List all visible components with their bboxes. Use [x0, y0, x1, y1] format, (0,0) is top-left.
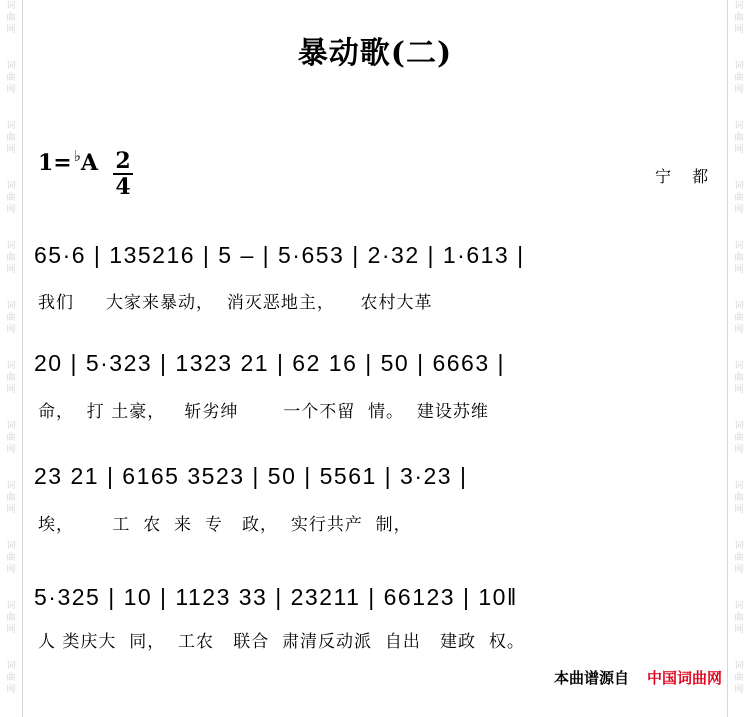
watermark-text: 词 曲 网: [6, 361, 16, 395]
watermark-text: 词 曲 网: [6, 481, 16, 515]
watermark-text: 词 曲 网: [6, 301, 16, 335]
source-credit: [554, 667, 722, 688]
watermark-text: 词 曲 网: [6, 1, 16, 35]
watermark-text: 词 曲 网: [734, 661, 744, 695]
watermark-text: 词 曲 网: [734, 1, 744, 35]
watermark-text: 词 曲 网: [734, 181, 744, 215]
watermark-text: 词 曲 网: [6, 181, 16, 215]
watermark-text: 词 曲 网: [734, 301, 744, 335]
watermark-text: 词 曲 网: [734, 601, 744, 635]
lyrics-line-2: 命， 打 土豪， 斩劣绅 一个不留 情。 建设苏维: [38, 402, 489, 422]
time-signature-bottom: 4: [115, 174, 131, 200]
left-margin-strip: [0, 0, 23, 717]
watermark-text: 词 曲 网: [734, 241, 744, 275]
watermark-text: 词 曲 网: [734, 421, 744, 455]
watermark-text: 词 曲 网: [6, 121, 16, 155]
lyrics-line-3: 埃， 工 农 来 专 政， 实行共产 制，: [38, 515, 412, 535]
watermark-text: 词 曲 网: [6, 61, 16, 95]
watermark-text: 词 曲 网: [734, 541, 744, 575]
watermark-text: 词 曲 网: [734, 481, 744, 515]
notation-line-1: 65·6 | 135216 | 5 – | 5·653 | 2·32 | 1·613 |: [34, 242, 525, 268]
source-label: 本曲谱源自: [553, 669, 629, 687]
watermark-text: 词 曲 网: [6, 421, 16, 455]
time-signature-top: 2: [115, 148, 131, 174]
watermark-text: 词 曲 网: [734, 121, 744, 155]
watermark-text: 词 曲 网: [6, 661, 16, 695]
watermark-text: 词 曲 网: [6, 541, 16, 575]
region-label: 宁 都: [655, 167, 717, 186]
time-signature: [113, 150, 133, 198]
right-margin-strip: [727, 0, 750, 717]
key-signature: 1= ♭A: [38, 147, 98, 176]
lyrics-line-1: 我们 大家来暴动， 消灭恶地主， 农村大革: [38, 293, 433, 313]
notation-line-2: 20 | 5·323 | 1323 21 | 62 16 | 50 | 6663 |: [34, 350, 505, 376]
notation-line-4: 5·325 | 10 | 1123 33 | 23211 | 66123 | 10‖: [34, 584, 518, 610]
lyrics-line-4: 人 类庆大 同， 工农 联合 肃清反动派 自出 建政 权。: [38, 632, 525, 652]
song-title: 暴动歌(二): [297, 36, 453, 71]
watermark-text: 词 曲 网: [6, 601, 16, 635]
watermark-text: 词 曲 网: [734, 361, 744, 395]
watermark-text: 词 曲 网: [734, 61, 744, 95]
notation-line-3: 23 21 | 6165 3523 | 50 | 5561 | 3·23 |: [34, 463, 468, 489]
watermark-text: 词 曲 网: [6, 241, 16, 275]
source-site-link[interactable]: 中国词曲网: [646, 669, 722, 687]
